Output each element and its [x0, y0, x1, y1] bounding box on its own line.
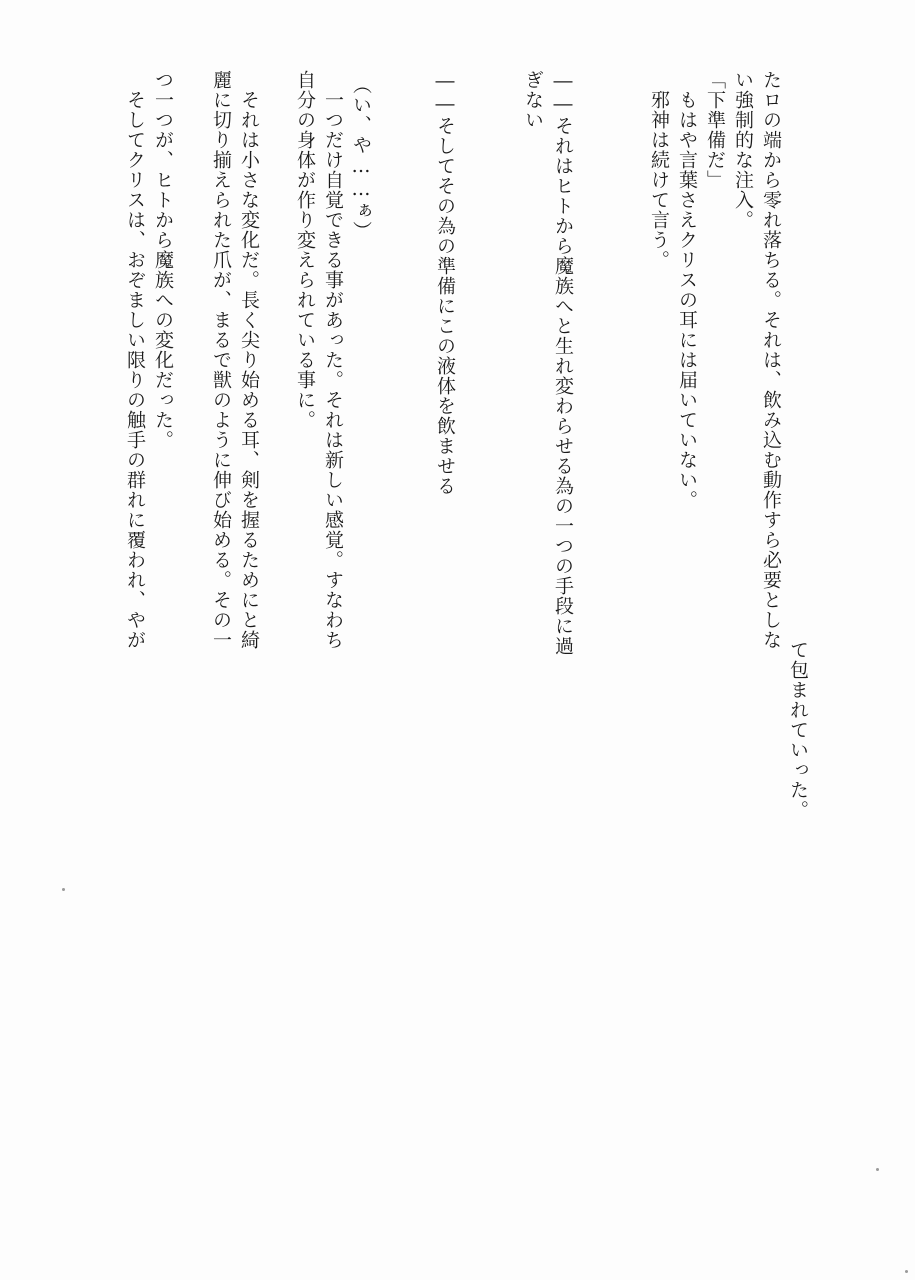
scan-speck [62, 888, 65, 891]
scan-speck [876, 1168, 879, 1171]
text-column-15: それは小さな変化だ。長く尖り始める耳、剣を握るためにと綺 [238, 70, 260, 650]
text-column-10: ――そしてその為の準備にこの液体を飲ませる [434, 70, 456, 496]
text-column-2: い強制的な注入。 [732, 70, 754, 230]
text-column-3: 「下準備だ」 [704, 70, 726, 190]
scan-speck [905, 1270, 908, 1273]
text-column-16: 麗に切り揃えられた爪が、まるで獣のように伸び始める。その一 [210, 70, 232, 650]
continuation-line: て包まれていった。 [787, 640, 809, 820]
text-column-17: つ一つが、ヒトから魔族への変化だった。 [152, 70, 174, 450]
text-column-5: 邪神は続けて言う。 [648, 70, 670, 270]
text-column-1: たロの端から零れ落ちる。それは、飲み込む動作すら必要としな [760, 70, 782, 650]
text-column-12: （い、や……ぁ） [350, 75, 372, 241]
text-column-8: ぎない [522, 70, 544, 130]
text-column-13: 一つだけ自覚できる事があった。それは新しい感覚。すなわち [322, 70, 344, 650]
text-column-18: そしてクリスは、おぞましい限りの触手の群れに覆われ、やが [124, 70, 146, 650]
text-column-4: もはや言葉さえクリスの耳には届いていない。 [676, 70, 698, 510]
text-column-14: 自分の身体が作り変えられている事に。 [294, 70, 316, 430]
text-column-7: ――それはヒトから魔族へと生れ変わらせる為の一つの手段に過 [552, 70, 574, 656]
